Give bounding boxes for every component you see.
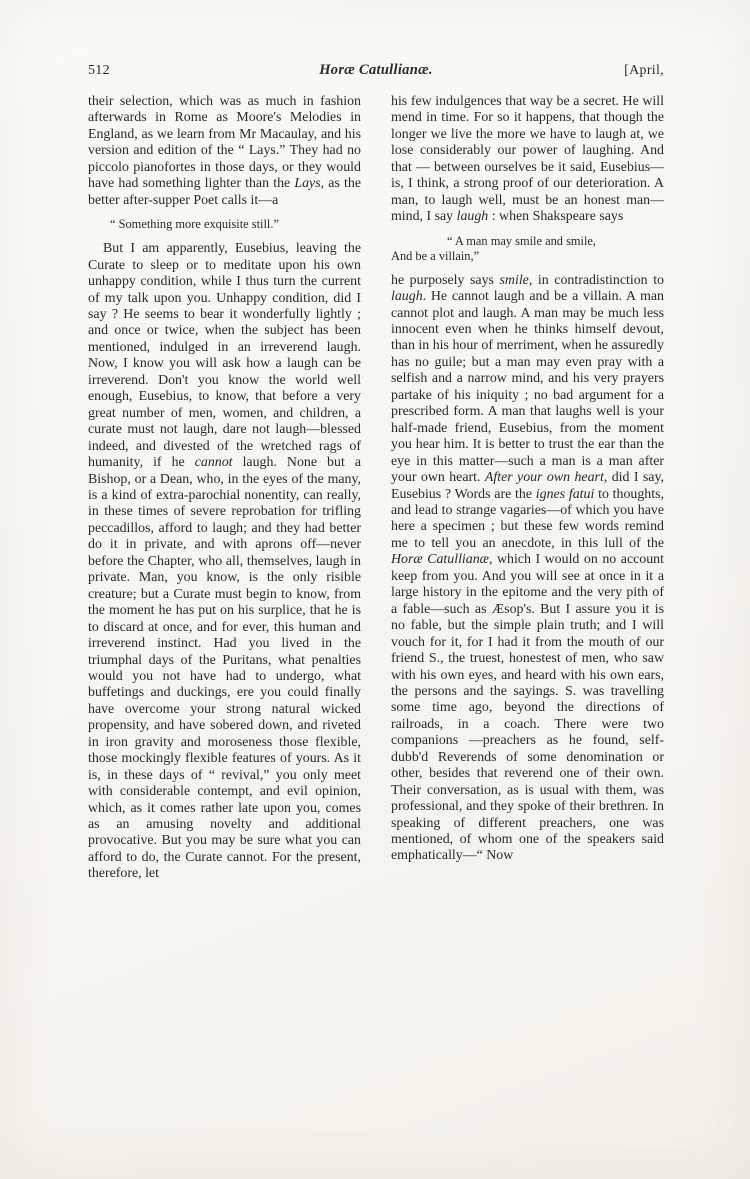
issue-date: [April, — [624, 63, 664, 78]
body-paragraph: their selection, which was as much in fashion afterwards in Rome as Moore's Melodies in England, as we learn from Mr Macaulay, and his version and edition of the “ Lays.” They had no piccolo pianofortes in those days, or they would have had something lighter than the Lays, as the better after-supper Poet calls it—a — [88, 94, 361, 208]
verse-quote: “ Something more exquisite still.” — [110, 217, 279, 232]
text-columns — [88, 94, 664, 883]
body-paragraph: he purposely says smile, in contradistinction to laugh. He cannot laugh and be a villain. A man cannot plot and laugh. A man may be much less innocent even when he thinks himself devout, than in his hour of merriment, when he assuredly has no guile; but a man may even pray with a selfish and a narrow mind, and his very prayers partake of his iniquity ; no bad argument for a prescribed form. A man that laughs well is your half-made friend, Eusebius, from the moment you hear him. It is better to trust the ear than the eye in this matter—such a man is a man after your own heart. After your own heart, did I say, Eusebius ? Words are the ignes fatui to thoughts, and lead to strange vagaries—of which you have here a specimen ; but these few words remind me to tell you an anecdote, in this lull of the Horæ Catullianæ, which I would on no account keep from you. And you will see at once in it a large history in the epitome and the very pith of a fable—such as Æsop's. But I assure you it is no fable, but the simple plain truth; and I will vouch for it, for I had it from the mouth of our friend S., the truest, honestest of men, who saw with his own eyes, and heard with his own ears, the persons and the sayings. S. was travelling some time ago, beyond the directions of railroads, in a coach. There were two companions —preachers as he found, self-dubb'd Reverends of some denomination or other, besides that reverend one of their own. Their conversation, as is usual with them, was professional, and they spoke of their brethren. In speaking of different preachers, one was mentioned, of whom one of the speakers said emphatically—“ Now — [391, 272, 665, 864]
body-paragraph: his few indulgences that way be a secret. He will mend in time. For so it happens, that though the longer we live the more we have to laugh at, we lose considerably our power of laughing. And that — between ourselves be it said, Eusebius—is, I think, a strong proof of our deterioration. A man, to laugh well, must be an honest man—mind, I say laugh : when Shakspeare says — [391, 94, 664, 225]
left-column — [88, 94, 361, 883]
page-number: 512 — [88, 63, 110, 78]
body-paragraph: But I am apparently, Eusebius, leaving the Curate to sleep or to meditate upon his own unhappy condition, while I thus turn the current of my talk upon you. Unhappy condition, did I say ? He seems to bear it wonderfully lightly ; and once or twice, when the subject has been mentioned, indulged in an irreverend laugh. Now, I know you will ask how a laugh can be irreverend. Don't you know the world well enough, Eusebius, to know, that before a very great number of men, women, and children, a curate must not laugh, dare not laugh—blessed indeed, and divested of the wretched rags of humanity, if he cannot laugh. None but a Bishop, or a Dean, who, in the eyes of the many, is a kind of extra-parochial nonentity, can really, in these times of severe reprobation for trifling peccadillos, afford to laugh; and they had better do it in private, and with aprons off—never before the Chapter, who all, themselves, laugh in private. Man, you know, is the only risible creature; but a Curate must begin to know, from the moment he has put on his surplice, that he is to discard at once, and for ever, this human and irreverend instinct. Had you lived in the triumphal days of the Puritans, what penalties would you not have had to undergo, what buffetings and duckings, ere you could finally have overcome your strong natural wicked propensity, and have sobered down, and riveted in iron gravity and moroseness those flexible, those mockingly flexible features of yours. As it is, in these days of “ revival,” you only meet with considerable contempt, and evil opinion, which, as it comes rather late upon you, comes as an amusing novelty and additional provocative. But you may be sure what you can afford to do, the Curate cannot. For the present, therefore, let — [88, 241, 361, 882]
page-header — [88, 62, 664, 79]
right-column — [391, 94, 664, 883]
running-title: Horæ Catullianæ. — [319, 62, 433, 78]
verse-quote: “ A man may smile and smile, And be a villain,” — [391, 233, 597, 263]
